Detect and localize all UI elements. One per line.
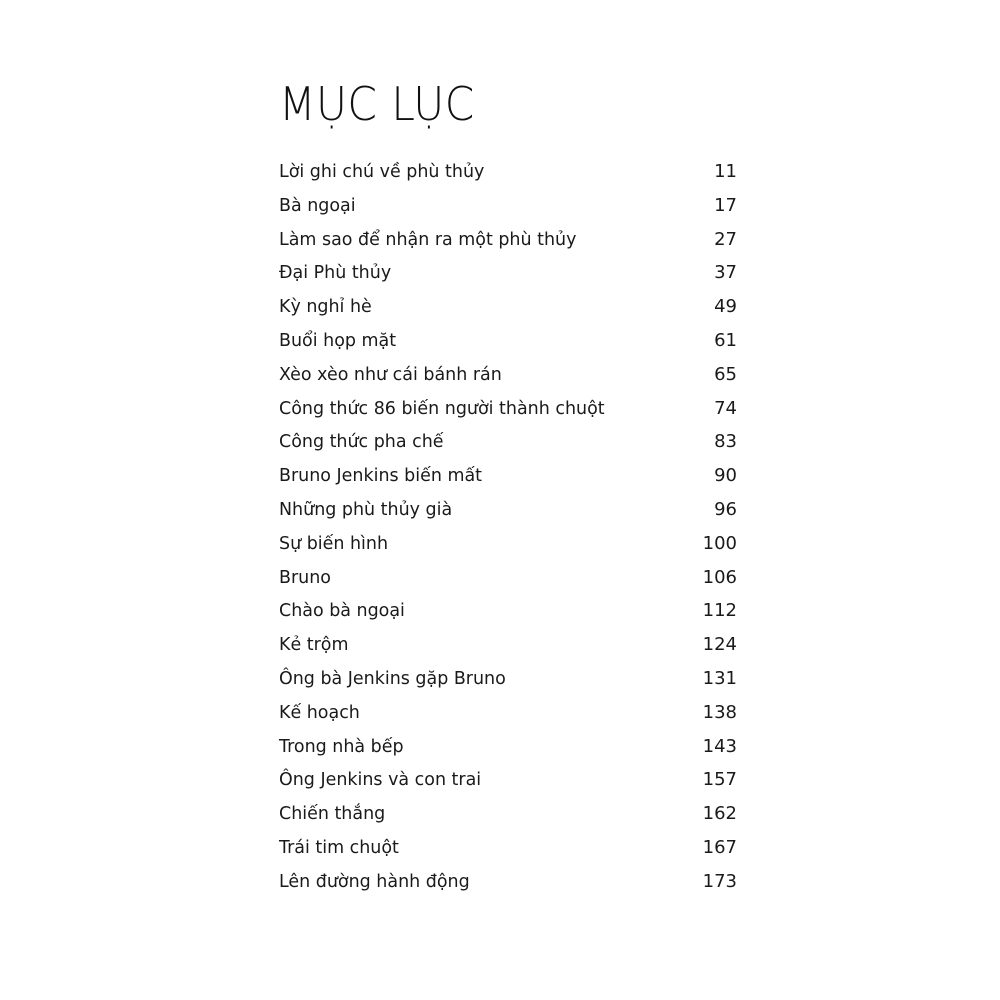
toc-entry-title: Ông bà Jenkins gặp Bruno [279,667,506,689]
toc-entry[interactable] [279,797,737,831]
toc-entry-title: Công thức 86 biến người thành chuột [279,397,605,419]
toc-entry-title: Kỳ nghỉ hè [279,296,372,318]
toc-entry-page-number: 157 [702,769,737,791]
toc-entry[interactable] [279,324,737,358]
toc-entry-title: Ông Jenkins và con trai [279,769,482,791]
toc-entry-page-number: 83 [714,431,737,453]
toc-entry[interactable] [279,628,737,662]
toc-entry-title: Xèo xèo như cái bánh rán [279,363,502,385]
toc-entry-page-number: 61 [714,329,737,351]
toc-entry-page-number: 49 [714,296,737,318]
toc-entry-page-number: 100 [702,532,737,554]
toc-entry-page-number: 17 [714,194,737,216]
toc-entry[interactable] [279,425,737,459]
toc-entry-title: Kế hoạch [279,701,360,723]
toc-entry-title: Lên đường hành động [279,870,470,892]
toc-entry[interactable] [279,256,737,290]
toc-entry-title: Buổi họp mặt [279,329,397,351]
table-of-contents [279,155,737,899]
toc-entry[interactable] [279,561,737,595]
toc-entry[interactable] [279,527,737,561]
toc-entry-page-number: 27 [714,228,737,250]
toc-entry-title: Bruno Jenkins biến mất [279,465,483,487]
toc-entry-page-number: 96 [714,498,737,520]
toc-entry[interactable] [279,831,737,865]
toc-entry-page-number: 90 [714,465,737,487]
toc-entry-page-number: 11 [714,161,737,182]
toc-entry-title: Làm sao để nhận ra một phù thủy [279,228,577,250]
toc-entry-title: Trong nhà bếp [279,735,404,757]
toc-entry[interactable] [279,763,737,797]
toc-entry[interactable] [279,290,737,324]
toc-entry-title: Đại Phù thủy [279,262,392,284]
toc-entry-page-number: 143 [702,735,737,757]
toc-entry[interactable] [279,662,737,696]
toc-entry-title: Chiến thắng [279,803,386,825]
toc-entry-page-number: 173 [702,870,737,892]
toc-entry-page-number: 65 [714,363,737,385]
toc-entry[interactable] [279,223,737,257]
toc-entry-page-number: 106 [702,566,737,588]
toc-entry-title: Lời ghi chú về phù thủy [279,161,485,182]
toc-entry-page-number: 37 [714,262,737,284]
toc-entry[interactable] [279,459,737,493]
toc-entry-title: Bruno [279,566,331,588]
page-title: MỤC LỤC [279,77,475,131]
toc-entry-page-number: 112 [702,600,737,622]
toc-entry[interactable] [279,155,737,189]
toc-entry[interactable] [279,730,737,764]
toc-entry-title: Công thức pha chế [279,431,444,453]
toc-entry-title: Kẻ trộm [279,634,349,656]
toc-entry-title: Chào bà ngoại [279,600,405,622]
toc-entry[interactable] [279,189,737,223]
toc-entry-page-number: 124 [702,634,737,656]
toc-entry-page-number: 167 [702,836,737,858]
toc-entry-page-number: 74 [714,397,737,419]
toc-entry-title: Bà ngoại [279,194,356,216]
toc-entry[interactable] [279,865,737,899]
toc-entry[interactable] [279,696,737,730]
toc-entry[interactable] [279,358,737,392]
toc-entry[interactable] [279,594,737,628]
toc-entry[interactable] [279,493,737,527]
toc-entry-title: Những phù thủy già [279,498,453,520]
toc-entry-title: Sự biến hình [279,532,389,554]
toc-entry-page-number: 131 [702,667,737,689]
toc-entry-title: Trái tim chuột [279,836,399,858]
toc-entry-page-number: 162 [702,803,737,825]
toc-entry[interactable] [279,392,737,426]
toc-entry-page-number: 138 [702,701,737,723]
